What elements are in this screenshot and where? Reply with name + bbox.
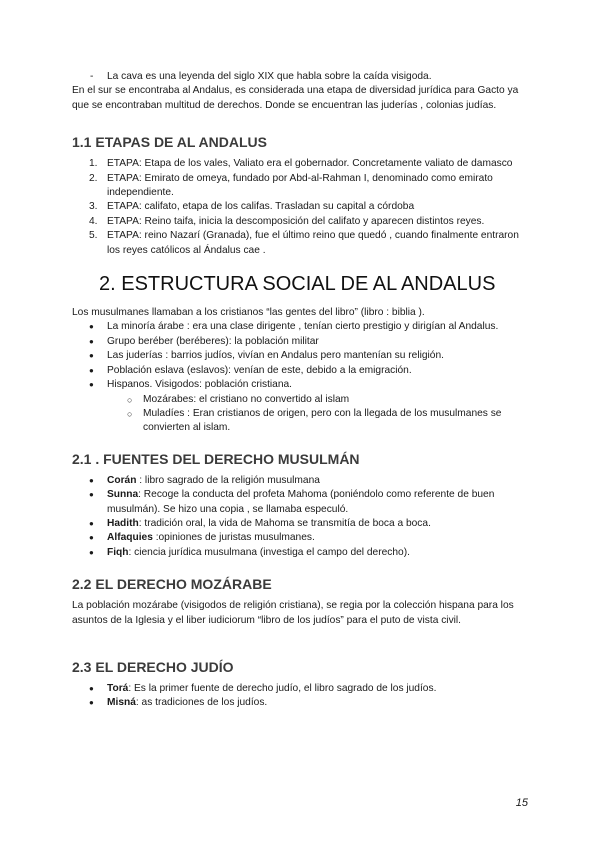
- list-item-text: Las juderías : barrios judíos, vivían en Andalus pero mantenían su religión.: [107, 350, 444, 362]
- term: Hadith: [107, 517, 139, 529]
- list-item-text: : Recoge la conducta del profeta Mahoma (poniéndolo como referente de buen musulmán). Se hizo una copia , se llamaba especuló.: [107, 489, 495, 515]
- judio-list: [72, 682, 532, 711]
- term: Torá: [107, 682, 129, 694]
- bullet-icon: ●: [89, 475, 94, 485]
- list-item-text: Grupo beréber (beréberes): la población militar: [107, 335, 319, 347]
- bullet-icon: ●: [89, 336, 94, 346]
- bullet-icon: ●: [89, 365, 94, 375]
- list-item-text: Mozárabes: el cristiano no convertido al islam: [143, 393, 350, 405]
- heading-etapas: 1.1 ETAPAS DE AL ANDALUS: [72, 134, 267, 151]
- list-item: [72, 364, 532, 378]
- list-item: [72, 696, 532, 710]
- bullet-icon: ●: [89, 698, 94, 708]
- circle-bullet-icon: ○: [127, 394, 133, 405]
- list-item-text: : tradición oral, la vida de Mahoma se transmitía de boca a boca.: [138, 517, 431, 529]
- list-number: 4.: [89, 215, 98, 227]
- estructura-intro: Los musulmanes llamaban a los cristianos “las gentes del libro” (libro : biblia ).: [72, 307, 425, 319]
- list-number: 5.: [89, 230, 98, 242]
- list-item: [72, 682, 532, 696]
- list-item-text: :opiniones de juristas musulmanes.: [152, 532, 315, 544]
- list-item-text: Muladíes : Eran cristianos de origen, pero con la llegada de los musulmanes se convierten al islam.: [143, 407, 502, 434]
- list-item: [72, 172, 532, 201]
- list-item-text: : ciencia jurídica musulmana (investiga el campo del derecho).: [128, 546, 410, 558]
- list-item: [72, 488, 532, 517]
- bullet-icon: ●: [89, 518, 94, 528]
- bullet-icon: ●: [89, 380, 94, 390]
- heading-judio: 2.3 EL DERECHO JUDÍO: [72, 658, 234, 675]
- list-item: [72, 531, 532, 545]
- list-number: 1.: [89, 158, 98, 170]
- list-item: [72, 215, 532, 229]
- list-item: [72, 517, 532, 531]
- sub-list-item: [72, 407, 532, 436]
- list-item: [72, 320, 532, 334]
- etapas-list: [72, 157, 532, 258]
- list-item-text: : as tradiciones de los judíos.: [135, 697, 268, 709]
- list-item-text: : libro sagrado de la religión musulmana: [136, 474, 320, 486]
- list-item-text: Población eslava (eslavos): venían de este, debido a la emigración.: [107, 364, 412, 376]
- list-item: [72, 157, 532, 171]
- heading-estructura-social: 2. ESTRUCTURA SOCIAL DE AL ANDALUS: [99, 273, 496, 296]
- page-number: 15: [515, 797, 528, 809]
- term: Sunna: [107, 489, 139, 501]
- list-item: [72, 546, 532, 560]
- list-item: [72, 200, 532, 214]
- dash-item-text: La cava es una leyenda del siglo XIX que habla sobre la caída visigoda.: [107, 71, 432, 82]
- list-item-text: La minoría árabe : era una clase dirigente , tenían cierto prestigio y dirigían al Andalus.: [107, 321, 499, 333]
- list-item-text: ETAPA: reino Nazarí (Granada), fue el último reino que quedó , cuando finalmente entraron los reyes católicos al Ándalus cae .: [107, 230, 519, 256]
- term: Alfaquies: [107, 532, 153, 544]
- fuentes-list: [72, 474, 532, 560]
- bullet-icon: ●: [89, 322, 94, 332]
- list-item: [72, 335, 532, 349]
- list-item-text: Hispanos. Visigodos: población cristiana.: [107, 379, 292, 391]
- intro-paragraph: En el sur se encontraba al Andalus, es considerada una etapa de diversidad jurídica para Gacto ya que se encontraban multitud de derechos. Donde se encuentran las juderías , colonias judías.: [72, 85, 519, 111]
- bullet-icon: ●: [89, 683, 94, 693]
- list-item-text: ETAPA: califato, etapa de los califas. Trasladan su capital a córdoba: [107, 201, 415, 213]
- list-number: 3.: [89, 201, 98, 213]
- list-item-text: ETAPA: Emirato de omeya, fundado por Abd-al-Rahman I, denominado como emirato independiente.: [107, 172, 493, 199]
- list-item-text: ETAPA: Reino taifa, inicia la descomposición del califato y aparecen distintos reyes.: [107, 215, 485, 227]
- document-page: [72, 70, 532, 711]
- mozarabe-paragraph: La población mozárabe (visigodos de religión cristiana), se regia por la colección hispana para los asuntos de la Iglesia y el liber iudiciorum “libro de los judíos” para el puto de vista civil.: [72, 600, 514, 626]
- heading-fuentes: 2.1 . FUENTES DEL DERECHO MUSULMÁN: [72, 450, 360, 467]
- dash-item: [72, 70, 532, 84]
- list-item-text: ETAPA: Etapa de los vales, Valiato era el gobernador. Concretamente valiato de damasco: [107, 158, 513, 170]
- bullet-icon: ●: [89, 490, 94, 500]
- list-item: [72, 378, 532, 392]
- term: Misná: [107, 697, 136, 709]
- estructura-list: [72, 320, 532, 435]
- list-item: [72, 349, 532, 363]
- bullet-icon: ●: [89, 547, 94, 557]
- term: Fiqh: [107, 546, 129, 558]
- bullet-icon: ●: [89, 533, 94, 543]
- heading-mozarabe: 2.2 EL DERECHO MOZÁRABE: [72, 576, 272, 593]
- dash-marker: -: [90, 71, 94, 82]
- circle-bullet-icon: ○: [127, 408, 133, 419]
- term: Corán: [107, 474, 137, 486]
- list-item: [72, 474, 532, 488]
- bullet-icon: ●: [89, 351, 94, 361]
- sub-list-item: [72, 393, 532, 407]
- list-item-text: : Es la primer fuente de derecho judío, el libro sagrado de los judíos.: [128, 682, 437, 694]
- list-item: [72, 229, 532, 258]
- list-number: 2.: [89, 172, 98, 184]
